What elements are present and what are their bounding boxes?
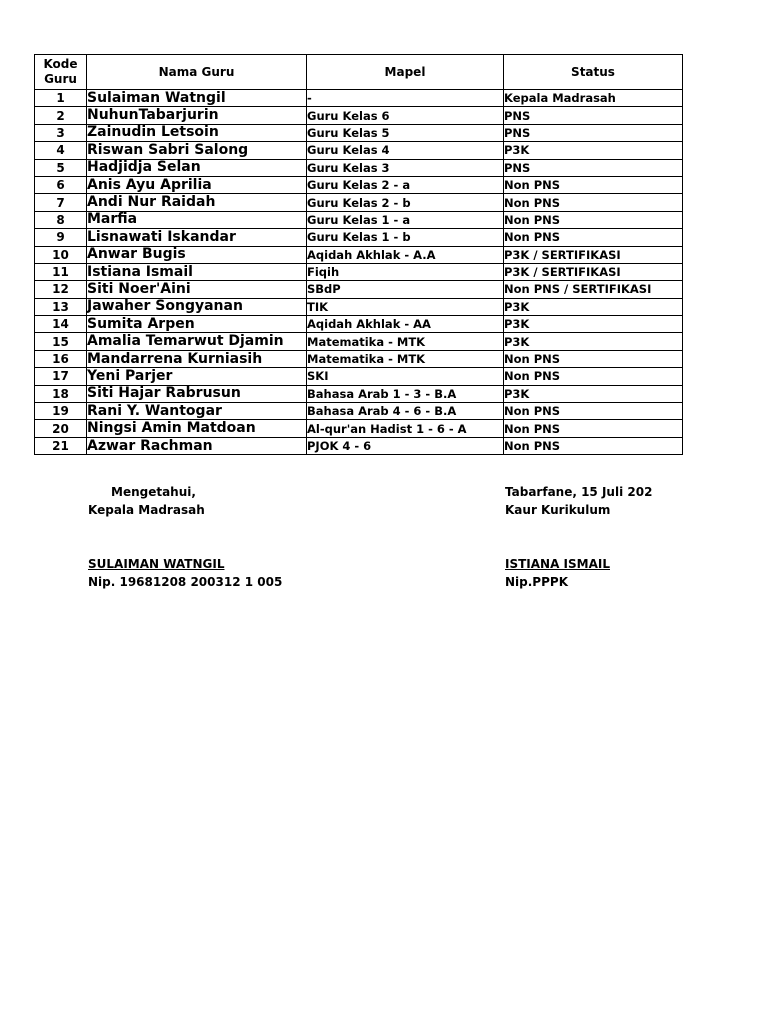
nama-guru-cell: Mandarrena Kurniasih (87, 350, 307, 367)
mapel-cell: Al-qur'an Hadist 1 - 6 - A (307, 420, 504, 437)
nama-guru-cell: Istiana Ismail (87, 263, 307, 280)
right-signatory-name: ISTIANA ISMAIL (505, 557, 610, 571)
nama-guru-cell: Jawaher Songyanan (87, 298, 307, 315)
mapel-cell: Guru Kelas 4 (307, 142, 504, 159)
nama-guru-cell: Andi Nur Raidah (87, 194, 307, 211)
table-row (35, 194, 683, 211)
kode-cell: 21 (35, 437, 87, 454)
left-signatory-nip: Nip. 19681208 200312 1 005 (88, 575, 283, 589)
kode-cell: 20 (35, 420, 87, 437)
kode-cell: 6 (35, 176, 87, 193)
kode-cell: 9 (35, 229, 87, 246)
table-row (35, 263, 683, 280)
status-cell: PNS (504, 159, 683, 176)
acknowledge-label: Mengetahui, (111, 485, 196, 499)
status-cell: Non PNS / SERTIFIKASI (504, 281, 683, 298)
status-cell: Non PNS (504, 194, 683, 211)
teacher-table (34, 54, 683, 455)
table-row (35, 420, 683, 437)
table-row (35, 246, 683, 263)
nama-guru-cell: NuhunTabarjurin (87, 107, 307, 124)
mapel-cell: Guru Kelas 6 (307, 107, 504, 124)
status-cell: Non PNS (504, 211, 683, 228)
nama-guru-cell: Hadjidja Selan (87, 159, 307, 176)
status-cell: P3K (504, 333, 683, 350)
status-cell: P3K (504, 142, 683, 159)
mapel-cell: SKI (307, 368, 504, 385)
status-cell: Non PNS (504, 229, 683, 246)
place-date-label: Tabarfane, 15 Juli 202 (505, 485, 653, 499)
table-row (35, 333, 683, 350)
table-row (35, 90, 683, 107)
status-cell: Non PNS (504, 437, 683, 454)
kode-cell: 16 (35, 350, 87, 367)
nama-guru-cell: Ningsi Amin Matdoan (87, 420, 307, 437)
kode-cell: 15 (35, 333, 87, 350)
kode-cell: 3 (35, 124, 87, 141)
nama-guru-cell: Riswan Sabri Salong (87, 142, 307, 159)
nama-guru-cell: Sulaiman Watngil (87, 90, 307, 107)
mapel-cell: Matematika - MTK (307, 350, 504, 367)
nama-guru-cell: Marfia (87, 211, 307, 228)
nama-guru-cell: Yeni Parjer (87, 368, 307, 385)
nama-guru-cell: Siti Noer'Aini (87, 281, 307, 298)
mapel-cell: PJOK 4 - 6 (307, 437, 504, 454)
kode-cell: 1 (35, 90, 87, 107)
kode-cell: 17 (35, 368, 87, 385)
table-row (35, 368, 683, 385)
status-cell: P3K (504, 385, 683, 402)
mapel-cell: Fiqih (307, 263, 504, 280)
kode-cell: 2 (35, 107, 87, 124)
mapel-cell: Guru Kelas 2 - b (307, 194, 504, 211)
header-kode-guru: Kode Guru (35, 55, 87, 90)
mapel-cell: Aqidah Akhlak - A.A (307, 246, 504, 263)
status-cell: PNS (504, 107, 683, 124)
header-nama-guru: Nama Guru (87, 55, 307, 90)
table-row (35, 298, 683, 315)
table-row (35, 281, 683, 298)
status-cell: Non PNS (504, 403, 683, 420)
mapel-cell: SBdP (307, 281, 504, 298)
nama-guru-cell: Zainudin Letsoin (87, 124, 307, 141)
status-cell: P3K / SERTIFIKASI (504, 263, 683, 280)
header-mapel: Mapel (307, 55, 504, 90)
table-row (35, 229, 683, 246)
table-row (35, 350, 683, 367)
table-row (35, 385, 683, 402)
nama-guru-cell: Anis Ayu Aprilia (87, 176, 307, 193)
kode-cell: 13 (35, 298, 87, 315)
left-signatory-name: SULAIMAN WATNGIL (88, 557, 225, 571)
nama-guru-cell: Anwar Bugis (87, 246, 307, 263)
nama-guru-cell: Siti Hajar Rabrusun (87, 385, 307, 402)
kode-cell: 5 (35, 159, 87, 176)
nama-guru-cell: Amalia Temarwut Djamin (87, 333, 307, 350)
kode-cell: 19 (35, 403, 87, 420)
mapel-cell: TIK (307, 298, 504, 315)
status-cell: PNS (504, 124, 683, 141)
mapel-cell: Guru Kelas 5 (307, 124, 504, 141)
kode-cell: 11 (35, 263, 87, 280)
header-status: Status (504, 55, 683, 90)
nama-guru-cell: Azwar Rachman (87, 437, 307, 454)
table-row (35, 107, 683, 124)
mapel-cell: Guru Kelas 1 - b (307, 229, 504, 246)
kode-cell: 18 (35, 385, 87, 402)
kode-cell: 4 (35, 142, 87, 159)
nama-guru-cell: Sumita Arpen (87, 316, 307, 333)
left-position-label: Kepala Madrasah (88, 503, 205, 517)
table-row (35, 316, 683, 333)
status-cell: P3K (504, 298, 683, 315)
table-row (35, 176, 683, 193)
mapel-cell: Bahasa Arab 1 - 3 - B.A (307, 385, 504, 402)
kode-cell: 8 (35, 211, 87, 228)
mapel-cell: Bahasa Arab 4 - 6 - B.A (307, 403, 504, 420)
status-cell: Kepala Madrasah (504, 90, 683, 107)
kode-cell: 14 (35, 316, 87, 333)
mapel-cell: - (307, 90, 504, 107)
table-row (35, 437, 683, 454)
status-cell: Non PNS (504, 420, 683, 437)
kode-cell: 12 (35, 281, 87, 298)
kode-cell: 10 (35, 246, 87, 263)
mapel-cell: Matematika - MTK (307, 333, 504, 350)
right-signatory-nip: Nip.PPPK (505, 575, 568, 589)
mapel-cell: Guru Kelas 2 - a (307, 176, 504, 193)
mapel-cell: Aqidah Akhlak - AA (307, 316, 504, 333)
table-header-row (35, 55, 683, 90)
table-row (35, 142, 683, 159)
status-cell: Non PNS (504, 368, 683, 385)
table-row (35, 124, 683, 141)
mapel-cell: Guru Kelas 3 (307, 159, 504, 176)
status-cell: P3K / SERTIFIKASI (504, 246, 683, 263)
nama-guru-cell: Rani Y. Wantogar (87, 403, 307, 420)
table-row (35, 159, 683, 176)
status-cell: Non PNS (504, 176, 683, 193)
table-body (35, 90, 683, 455)
kode-cell: 7 (35, 194, 87, 211)
table-row (35, 403, 683, 420)
status-cell: Non PNS (504, 350, 683, 367)
nama-guru-cell: Lisnawati Iskandar (87, 229, 307, 246)
status-cell: P3K (504, 316, 683, 333)
right-position-label: Kaur Kurikulum (505, 503, 611, 517)
table-row (35, 211, 683, 228)
mapel-cell: Guru Kelas 1 - a (307, 211, 504, 228)
